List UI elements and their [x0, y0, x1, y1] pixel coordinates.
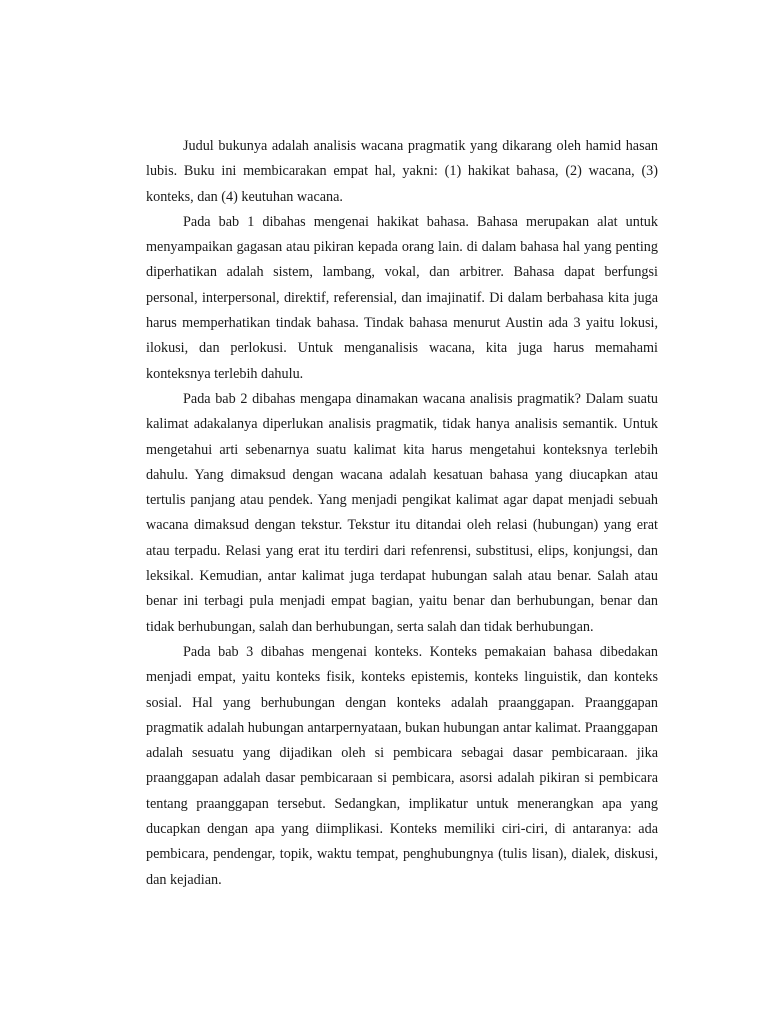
paragraph-intro: Judul bukunya adalah analisis wacana pragmatik yang dikarang oleh hamid hasan lubis. Buku ini membicarakan empat hal, yakni: (1) hakikat bahasa, (2) wacana, (3) konteks, dan (4) keutuhan wacana. [146, 138, 658, 205]
paragraph-chapter-1: Pada bab 1 dibahas mengenai hakikat bahasa. Bahasa merupakan alat untuk menyampaikan gagasan atau pikiran kepada orang lain. di dalam bahasa hal yang penting diperhatikan adalah sistem, lambang, vokal, dan arbitrer. Bahasa dapat berfungsi personal, interpersonal, direktif, referensial, dan imajinatif. Di dalam berbahasa kita juga harus memperhatikan tindak bahasa. Tindak bahasa menurut Austin ada 3 yaitu lokusi, ilokusi, dan perlokusi. Untuk menganalisis wacana, kita juga harus memahami konteksnya terlebih dahulu. [146, 213, 658, 382]
paragraph-chapter-3: Pada bab 3 dibahas mengenai konteks. Konteks pemakaian bahasa dibedakan menjadi empat, yaitu konteks fisik, konteks epistemis, konteks linguistik, dan konteks sosial. Hal yang berhubungan dengan konteks adalah praanggapan. Praanggapan pragmatik adalah hubungan antarpernyataan, bukan hubungan antar kalimat. Praanggapan adalah sesuatu yang dijadikan oleh si pembicara sebagai dasar pembicaraan. jika praanggapan adalah dasar pembicaraan si pembicara, asorsi adalah pikiran si pembicara tentang praanggapan tersebut. Sedangkan, implikatur untuk menerangkan apa yang ducapkan dengan apa yang diimplikasi. Konteks memiliki ciri-ciri, di antaranya: ada pembicara, pendengar, topik, waktu tempat, penghubungnya (tulis lisan), dialek, diskusi, dan kejadian. [146, 643, 658, 888]
paragraph-chapter-2: Pada bab 2 dibahas mengapa dinamakan wacana analisis pragmatik? Dalam suatu kalimat adakalanya diperlukan analisis pragmatik, tidak hanya analisis semantik. Untuk mengetahui arti sebenarnya suatu kalimat kita harus mengetahui konteksnya terlebih dahulu. Yang dimaksud dengan wacana adalah kesatuan bahasa yang diucapkan atau tertulis panjang atau pendek. Yang menjadi pengikat kalimat agar dapat menjadi sebuah wacana dimaksud dengan tekstur. Tekstur itu ditandai oleh relasi (hubungan) yang erat atau terpadu. Relasi yang erat itu terdiri dari refenrensi, substitusi, elips, konjungsi, dan leksikal. Kemudian, antar kalimat juga terdapat hubungan salah atau benar. Salah atau benar ini terbagi pula menjadi empat bagian, yaitu benar dan berhubungan, benar dan tidak berhubungan, salah dan berhubungan, serta salah dan tidak berhubungan. [146, 390, 658, 635]
document-page [146, 134, 658, 893]
